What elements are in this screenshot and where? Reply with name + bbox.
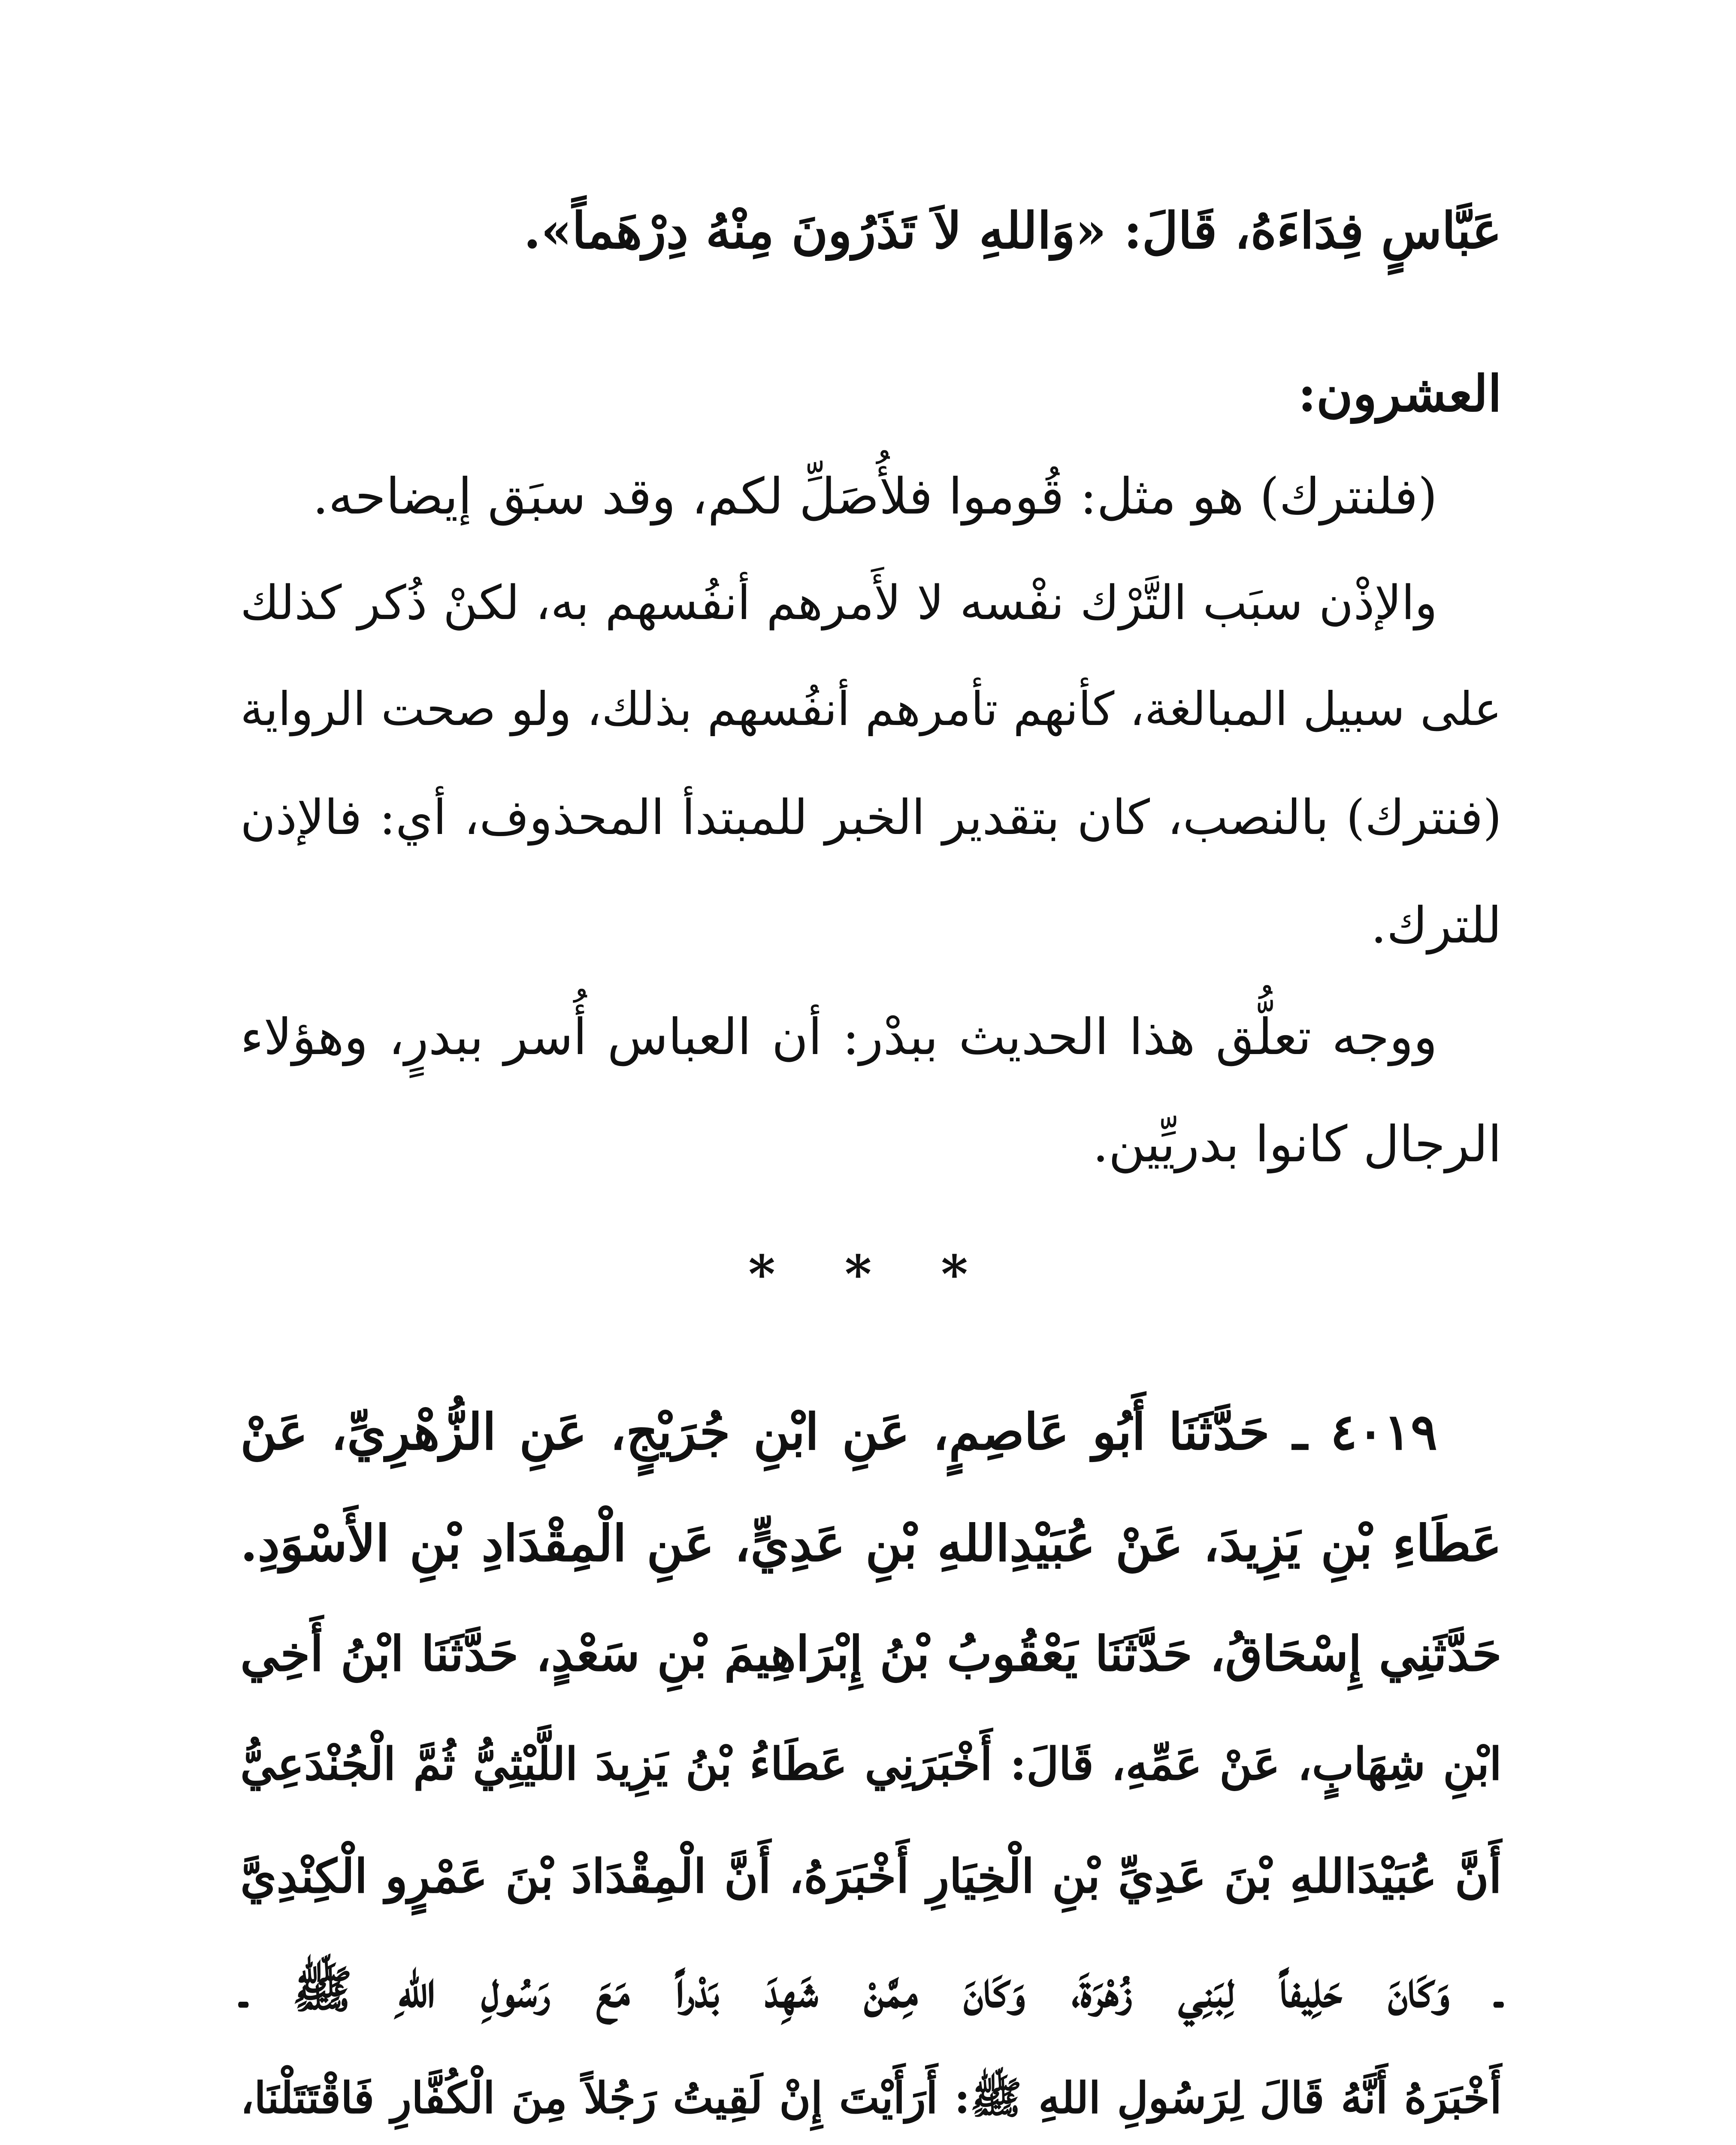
hadith-line-2: عَطَاءِ بْنِ يَزِيدَ، عَنْ عُبَيْدِاللهِ بْنِ عَدِيٍّ، عَنِ الْمِقْدَادِ بْنِ الأَسْوَدِ. [240, 1514, 1502, 1573]
hadith-line-5: أَنَّ عُبَيْدَاللهِ بْنَ عَدِيِّ بْنِ الْخِيَارِ أَخْبَرَهُ، أَنَّ الْمِقْدَادَ بْنَ عَمْرٍو الْكِنْدِيَّ [240, 1849, 1502, 1903]
hadith-line-1: ٤٠١٩ ـ حَدَّثَنَا أَبُو عَاصِمٍ، عَنِ ابْنِ جُرَيْجٍ، عَنِ الزُّهْرِيِّ، عَنْ [240, 1403, 1437, 1461]
hadith-line-6: ـ وَكَانَ حَلِيفاً لِبَنِي زُهْرَةَ، وَكَانَ مِمَّنْ شَهِدَ بَدْراً مَعَ رَسُولِ اللهِ ﷺ ـ [240, 1961, 1502, 2019]
hadith-line-4: ابْنِ شِهَابٍ، عَنْ عَمِّهِ، قَالَ: أَخْبَرَنِي عَطَاءُ بْنُ يَزِيدَ اللَّيْثِيُّ ثُمَّ الْجُنْدَعِيُّ [240, 1737, 1502, 1790]
paragraph-1-line-1: (فلنترك) هو مثل: قُوموا فلأُصَلِّ لكم، وقد سبَق إيضاحه. [312, 468, 1437, 526]
section-heading: العشرون: [1297, 365, 1502, 423]
paragraph-2-line-2: على سبيل المبالغة، كأنهم تأمرهم أنفُسهم بذلك، ولو صحت الرواية [240, 683, 1502, 736]
book-page [240, 172, 1502, 2145]
continuation-line: عَبَّاسٍ فِدَاءَهُ، قَالَ: «وَاللهِ لاَ تَذَرُونَ مِنْهُ دِرْهَماً». [523, 202, 1502, 260]
hadith-line-7: أَخْبَرَهُ أَنَّهُ قَالَ لِرَسُولِ اللهِ ﷺ: أَرَأَيْتَ إِنْ لَقِيتُ رَجُلاً مِنَ الْكُفَّارِ فَاقْتَتَلْنَا، [240, 2072, 1502, 2123]
paragraph-2-line-4: للترك. [1370, 897, 1502, 955]
paragraph-2-line-3: (فنترك) بالنصب، كان بتقدير الخبر للمبتدأ المحذوف، أي: فالإذن [240, 790, 1502, 846]
paragraph-3-line-2: الرجال كانوا بدريِّين. [1092, 1115, 1502, 1173]
paragraph-3-line-1: ووجه تعلُّق هذا الحديث ببدْر: أن العباس أُسر ببدرٍ، وهؤلاء [240, 1008, 1437, 1066]
hadith-line-3: حَدَّثَنِي إِسْحَاقُ، حَدَّثَنَا يَعْقُوبُ بْنُ إِبْرَاهِيمَ بْنِ سَعْدٍ، حَدَّثَنَا ابْنُ أَخِي [240, 1626, 1502, 1682]
paragraph-2-line-1: والإذْن سبَب التَّرْك نفْسه لا لأَمرهم أنفُسهم به، لكنْ ذُكر كذلك [240, 575, 1437, 630]
section-separator: * * * [748, 1244, 994, 1305]
